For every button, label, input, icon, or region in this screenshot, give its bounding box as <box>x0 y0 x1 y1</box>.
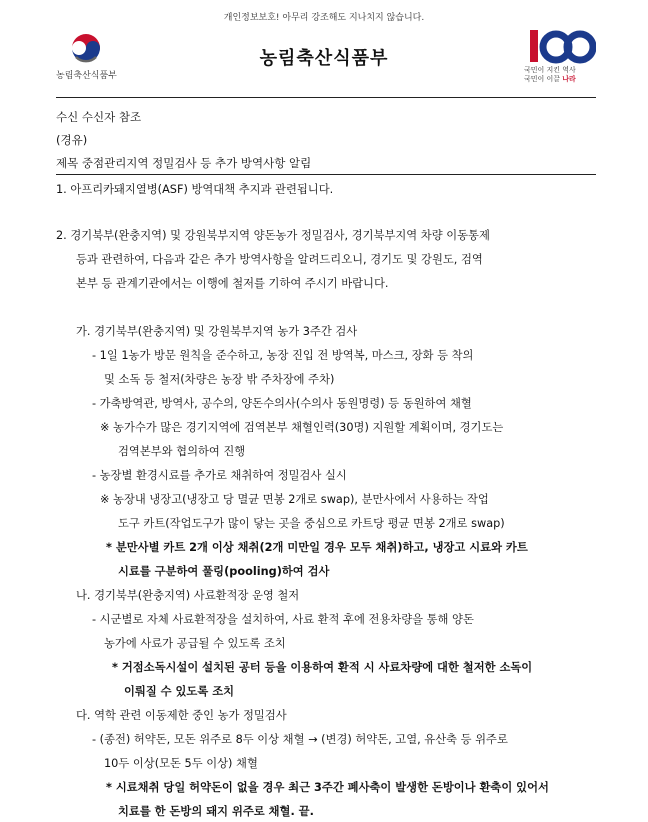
anniversary-line2 <box>524 75 596 84</box>
ministry-name: 농림축산식품부 <box>259 48 389 69</box>
body-line: * 분만사별 카트 2개 이상 채취(2개 미만일 경우 모두 채취)하고, 냉장고 시료와 카트 <box>106 541 528 554</box>
anniversary-logo <box>524 26 596 84</box>
body-line: 농가에 사료가 공급될 수 있도록 조치 <box>104 637 286 650</box>
body-line: 가. 경기북부(완충지역) 및 강원북부지역 농가 3주간 검사 <box>76 325 358 338</box>
body-line: 다. 역학 관련 이동제한 중인 농가 정밀검사 <box>76 709 287 722</box>
body-line: - (종전) 허약돈, 모돈 위주로 8두 이상 채혈 → (변경) 허약돈, 고열, 유산축 등 위주로 <box>92 733 508 746</box>
header-divider <box>56 97 596 98</box>
body-line: 나. 경기북부(완충지역) 사료환적장 운영 철저 <box>76 589 300 602</box>
body-line: - 가축방역관, 방역사, 공수의, 양돈수의사(수의사 동원명령) 등 동원하여 채혈 <box>92 397 472 410</box>
via-line: (경유) <box>56 133 88 147</box>
body-line: 치료를 한 돈방의 돼지 위주로 채혈. 끝. <box>118 805 314 818</box>
anniversary-100-icon <box>524 26 596 66</box>
ministry-logo-caption: 농림축산식품부 <box>56 71 117 81</box>
recipient-line: 수신 수신자 참조 <box>56 110 142 124</box>
body-line: 2. 경기북부(완충지역) 및 강원북부지역 양돈농가 정밀검사, 경기북부지역 차량 이동통제 <box>56 229 490 242</box>
body-line: 시료를 구분하여 풀링(pooling)하여 검사 <box>118 565 330 578</box>
body-line: 10두 이상(모돈 5두 이상) 채혈 <box>104 757 258 770</box>
body-line: - 시군별로 자체 사료환적장을 설치하여, 사료 환적 후에 전용차량을 통해 양돈 <box>92 613 474 626</box>
body-line: - 1일 1농가 방문 원칙을 준수하고, 농장 진입 전 방역복, 마스크, 장화 등 착의 <box>92 349 474 362</box>
body-line: * 시료채취 당일 허약돈이 없을 경우 최근 3주간 폐사축이 발생한 돈방이나 환축이 있어서 <box>106 781 549 794</box>
body-line: ※ 농장내 냉장고(냉장고 당 멸균 면봉 2개로 swap), 분만사에서 사용하는 작업 <box>100 493 489 506</box>
body-line: 도구 카트(작업도구가 많이 닿는 곳을 중심으로 카트당 평균 면봉 2개로 swap) <box>118 517 505 530</box>
body-line: 이뤄질 수 있도록 조치 <box>124 685 235 698</box>
body-line: 및 소독 등 철저(차량은 농장 밖 주차장에 주차) <box>104 373 335 386</box>
anniversary-line1: 국민이 지킨 역사 <box>524 66 576 74</box>
subject-line: 제목 중점관리지역 정밀검사 등 추가 방역사항 알림 <box>56 156 312 170</box>
body-line: 1. 아프리카돼지열병(ASF) 방역대책 추지과 관련됩니다. <box>56 183 334 196</box>
body-line: * 거점소독시설이 설치된 공터 등을 이용하여 환적 시 사료차량에 대한 철저한 소독이 <box>112 661 533 674</box>
body-line: 본부 등 관계기관에서는 이행에 철저를 기하여 주시기 바랍니다. <box>76 277 389 290</box>
body-line: 검역본부와 협의하여 진행 <box>118 445 246 458</box>
body-line: ※ 농가수가 많은 경기지역에 검역본부 채혈인력(30명) 지원할 계획이며, 경기도는 <box>100 421 504 434</box>
anniversary-line2-prefix: 국민이 이끌 <box>524 75 563 83</box>
privacy-notice: 개인정보보호! 아무리 강조해도 지나치지 않습니다. <box>223 13 425 23</box>
subject-divider <box>56 174 596 175</box>
body-line: - 농장별 환경시료를 추가로 채취하여 정밀검사 실시 <box>92 469 347 482</box>
body-line: 등과 관련하여, 다음과 같은 추가 방역사항을 알려드리오니, 경기도 및 강원도, 검역 <box>76 253 483 266</box>
anniversary-line2-accent: 나라 <box>562 75 576 83</box>
